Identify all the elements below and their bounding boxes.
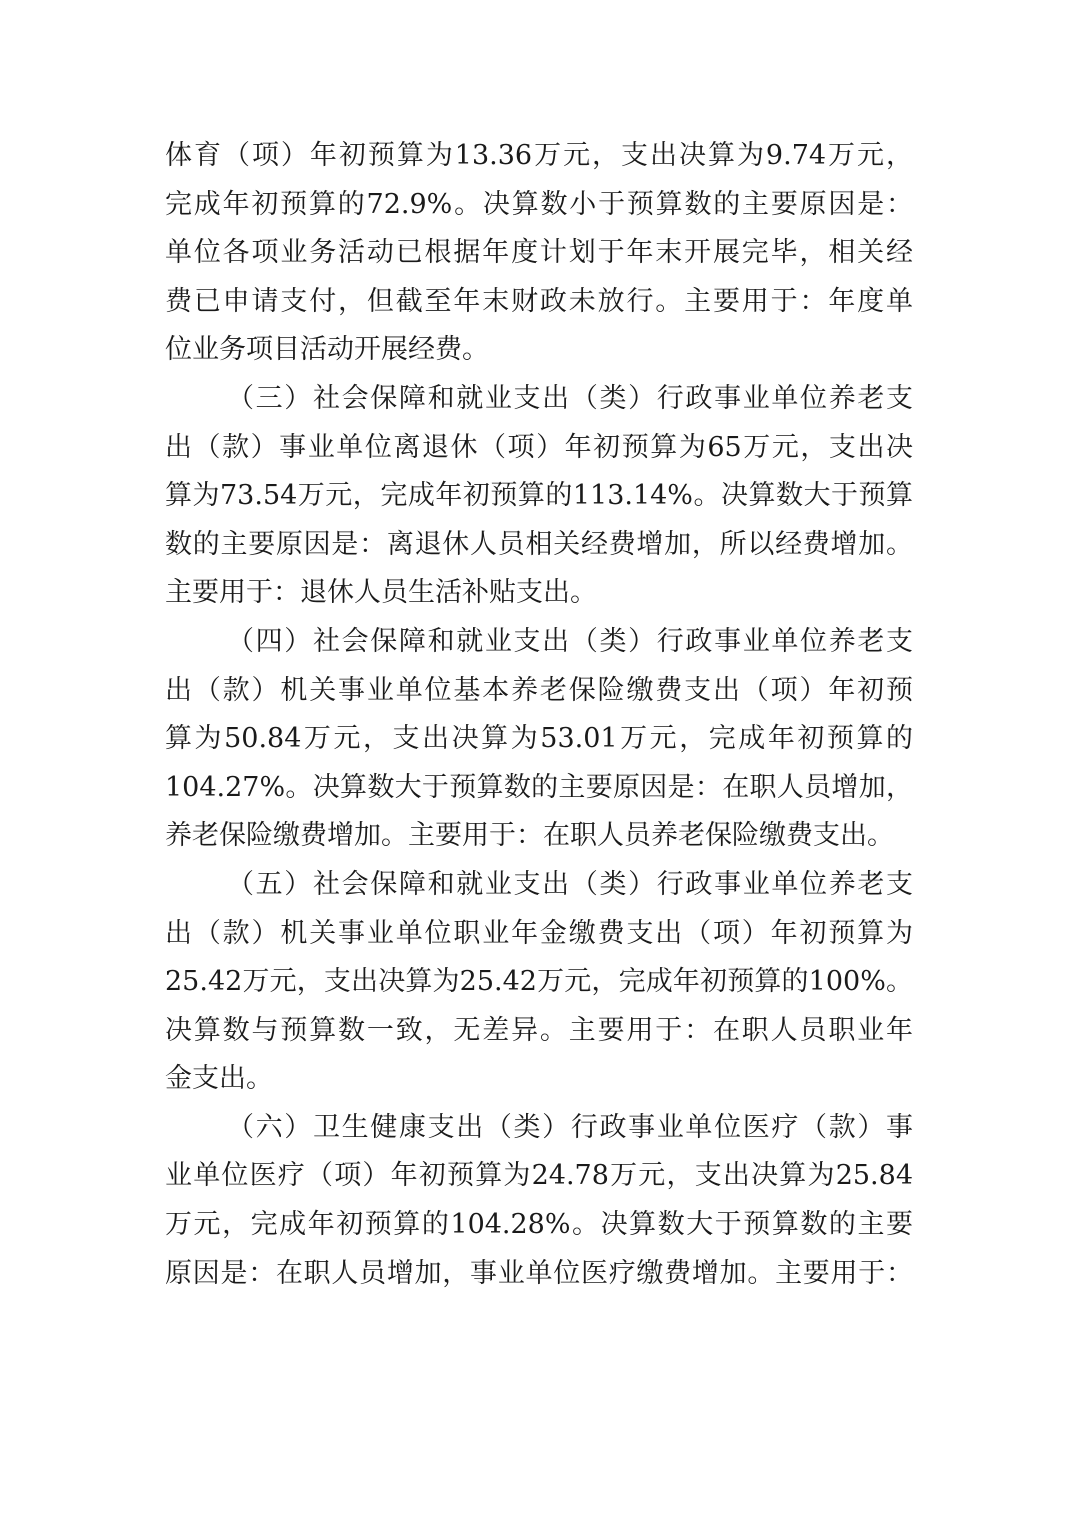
text-line: 费已申请支付，但截至年末财政未放行。主要用于：年度单 bbox=[165, 285, 913, 317]
text-line: 主要用于：退休人员生活补贴支出。 bbox=[165, 577, 597, 609]
text-line: 业单位医疗（项）年初预算为24.78万元，支出决算为25.84 bbox=[165, 1160, 913, 1192]
text-line: （四）社会保障和就业支出（类）行政事业单位养老支 bbox=[227, 625, 913, 657]
paragraph-section-6 bbox=[165, 1104, 913, 1298]
text-line: 位业务项目活动开展经费。 bbox=[165, 334, 489, 366]
paragraph-section-3 bbox=[165, 375, 913, 618]
text-line: 算为50.84万元，支出决算为53.01万元，完成年初预算的 bbox=[165, 723, 913, 755]
text-line: 万元，完成年初预算的104.28%。决算数大于预算数的主要 bbox=[165, 1209, 913, 1241]
paragraph-section-5 bbox=[165, 861, 913, 1104]
text-line: 金支出。 bbox=[165, 1063, 273, 1095]
text-line: 25.42万元，支出决算为25.42万元，完成年初预算的100%。 bbox=[165, 966, 913, 998]
text-line: 养老保险缴费增加。主要用于：在职人员养老保险缴费支出。 bbox=[165, 820, 894, 852]
text-line: 决算数与预算数一致，无差异。主要用于：在职人员职业年 bbox=[165, 1014, 913, 1046]
text-line: 104.27%。决算数大于预算数的主要原因是：在职人员增加， bbox=[165, 771, 913, 803]
paragraph-section-4 bbox=[165, 618, 913, 861]
text-line: 出（款）机关事业单位基本养老保险缴费支出（项）年初预 bbox=[165, 674, 913, 706]
document-body bbox=[165, 132, 913, 1298]
text-line: 单位各项业务活动已根据年度计划于年末开展完毕，相关经 bbox=[165, 237, 913, 269]
text-line: 体育（项）年初预算为13.36万元，支出决算为9.74万元， bbox=[165, 140, 913, 171]
text-line: （六）卫生健康支出（类）行政事业单位医疗（款）事 bbox=[227, 1111, 913, 1143]
text-line: 出（款）机关事业单位职业年金缴费支出（项）年初预算为 bbox=[165, 917, 913, 949]
text-line: 算为73.54万元，完成年初预算的113.14%。决算数大于预算 bbox=[165, 480, 913, 512]
paragraph-sports-item bbox=[165, 132, 913, 375]
text-line: 完成年初预算的72.9%。决算数小于预算数的主要原因是： bbox=[165, 188, 913, 220]
text-line: （三）社会保障和就业支出（类）行政事业单位养老支 bbox=[227, 382, 913, 414]
text-line: 原因是：在职人员增加，事业单位医疗缴费增加。主要用于： bbox=[165, 1257, 913, 1289]
text-line: 数的主要原因是：离退休人员相关经费增加，所以经费增加。 bbox=[165, 528, 913, 560]
text-line: 出（款）事业单位离退休（项）年初预算为65万元，支出决 bbox=[165, 431, 913, 463]
text-line: （五）社会保障和就业支出（类）行政事业单位养老支 bbox=[227, 868, 913, 900]
